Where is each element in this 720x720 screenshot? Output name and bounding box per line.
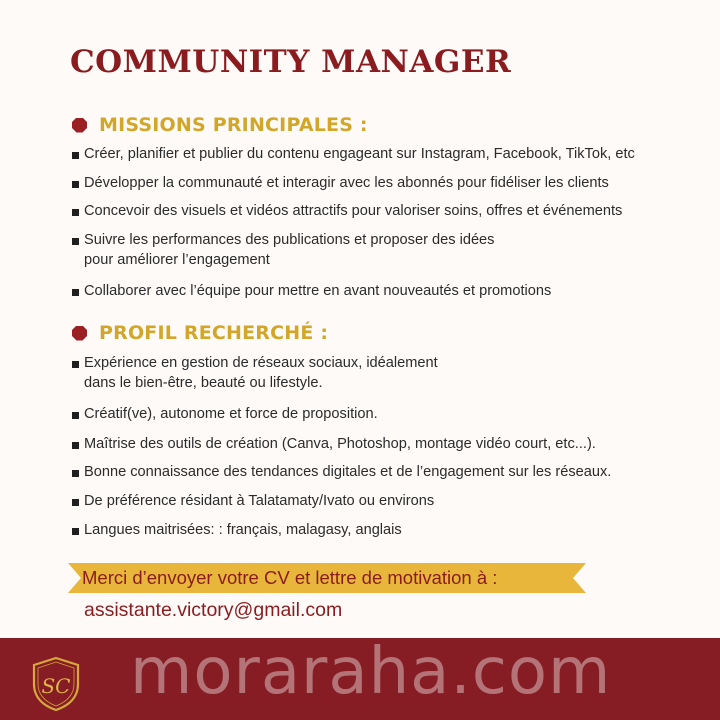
octagon-bullet-icon	[72, 326, 87, 341]
square-bullet-icon	[72, 238, 79, 245]
list-item-text: Concevoir des visuels et vidéos attractifs pour valoriser soins, offres et événements	[84, 203, 623, 219]
list-item-profil-1	[72, 353, 700, 393]
list-item-mission-2	[72, 173, 700, 193]
list-item-text: Langues maitrisées: : français, malagasy, anglais	[84, 522, 402, 538]
list-item-profil-6	[72, 520, 700, 540]
list-item-profil-5	[72, 491, 700, 511]
logo-letters: SC	[41, 674, 71, 698]
list-item-profil-3	[72, 434, 700, 454]
list-item-text: Créer, planifier et publier du contenu engageant sur Instagram, Facebook, TikTok, etc	[84, 146, 635, 162]
square-bullet-icon	[72, 209, 79, 216]
list-item-mission-5	[72, 281, 700, 301]
square-bullet-icon	[72, 499, 79, 506]
contact-email[interactable]: assistante.victory@gmail.com	[84, 599, 343, 621]
square-bullet-icon	[72, 412, 79, 419]
list-item-text-continued: pour améliorer l’engagement	[84, 252, 270, 268]
watermark-text: moraraha.com	[130, 635, 612, 709]
square-bullet-icon	[72, 442, 79, 449]
list-item-text-continued: dans le bien-être, beauté ou lifestyle.	[84, 375, 323, 391]
list-item-text: Bonne connaissance des tendances digitales et de l’engagement sur les réseaux.	[84, 464, 612, 480]
list-item-text: Expérience en gestion de réseaux sociaux, idéalement	[84, 355, 438, 371]
square-bullet-icon	[72, 361, 79, 368]
octagon-bullet-icon	[72, 118, 87, 133]
shield-logo-icon	[30, 656, 82, 712]
list-item-mission-3	[72, 201, 700, 221]
list-item-text: Créatif(ve), autonome et force de proposition.	[84, 406, 378, 422]
list-item-text: Suivre les performances des publications et proposer des idées	[84, 232, 495, 248]
list-item-mission-1	[72, 144, 700, 164]
missions-heading: MISSIONS PRINCIPALES :	[99, 114, 368, 136]
square-bullet-icon	[72, 289, 79, 296]
cta-text: Merci d’envoyer votre CV et lettre de motivation à :	[82, 567, 498, 588]
list-item-text: Développer la communauté et interagir avec les abonnés pour fidéliser les clients	[84, 175, 609, 191]
square-bullet-icon	[72, 470, 79, 477]
square-bullet-icon	[72, 181, 79, 188]
list-item-text: Collaborer avec l’équipe pour mettre en avant nouveautés et promotions	[84, 283, 552, 299]
list-item-profil-4	[72, 462, 700, 482]
list-item-profil-2	[72, 404, 700, 424]
section-heading-profil	[72, 321, 328, 345]
list-item-text: De préférence résidant à Talatamaty/Ivato ou environs	[84, 493, 435, 509]
profil-heading: PROFIL RECHERCHÉ :	[99, 322, 329, 344]
page-title: COMMUNITY MANAGER	[70, 44, 512, 80]
section-heading-missions	[72, 113, 368, 137]
square-bullet-icon	[72, 528, 79, 535]
square-bullet-icon	[72, 152, 79, 159]
list-item-mission-4	[72, 230, 700, 270]
list-item-text: Maîtrise des outils de création (Canva, Photoshop, montage vidéo court, etc...).	[84, 436, 596, 452]
